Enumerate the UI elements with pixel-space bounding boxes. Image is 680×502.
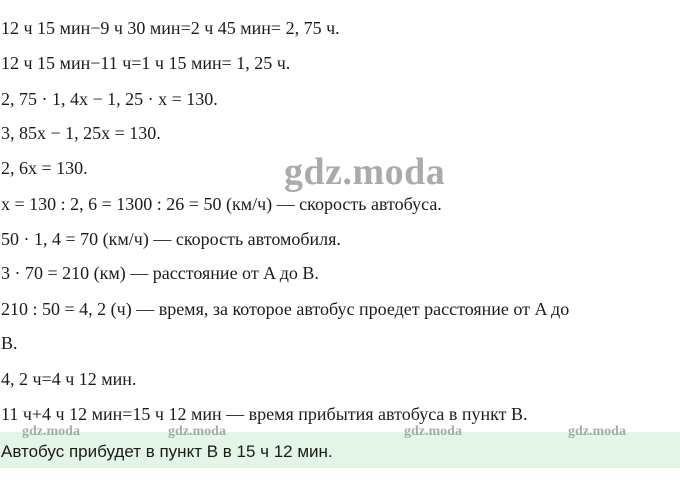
solution-line: x = 130 : 2, 6 = 1300 : 26 = 50 (км/ч) — скорость автобуса. [1, 194, 442, 214]
solution-line: 4, 2 ч=4 ч 12 мин. [1, 369, 137, 389]
solution-line: 12 ч 15 мин−9 ч 30 мин=2 ч 45 мин= 2, 75 ч. [1, 18, 340, 38]
watermark-small: gdz.moda [568, 424, 626, 439]
solution-line: 11 ч+4 ч 12 мин=15 ч 12 мин — время прибытия автобуса в пункт B. [1, 404, 528, 424]
solution-line: 50 · 1, 4 = 70 (км/ч) — скорость автомобиля. [1, 229, 341, 249]
solution-line: 2, 6x = 130. [1, 158, 88, 178]
solution-line: 3 · 70 = 210 (км) — расстояние от A до B. [1, 263, 319, 283]
watermark-small: gdz.moda [22, 424, 80, 439]
solution-line: 3, 85x − 1, 25x = 130. [1, 123, 161, 143]
solution-line: 12 ч 15 мин−11 ч=1 ч 15 мин= 1, 25 ч. [1, 53, 291, 73]
solution-line: B. [1, 333, 18, 353]
answer-text: Автобус прибудет в пункт B в 15 ч 12 мин. [1, 442, 333, 461]
watermark-logo: gdz.moda [284, 151, 446, 193]
watermark-small: gdz.moda [168, 424, 226, 439]
watermark-small: gdz.moda [404, 424, 462, 439]
solution-line: 210 : 50 = 4, 2 (ч) — время, за которое автобус проедет расстояние от A до [1, 299, 570, 319]
solution-line: 2, 75 · 1, 4x − 1, 25 · x = 130. [1, 89, 218, 109]
